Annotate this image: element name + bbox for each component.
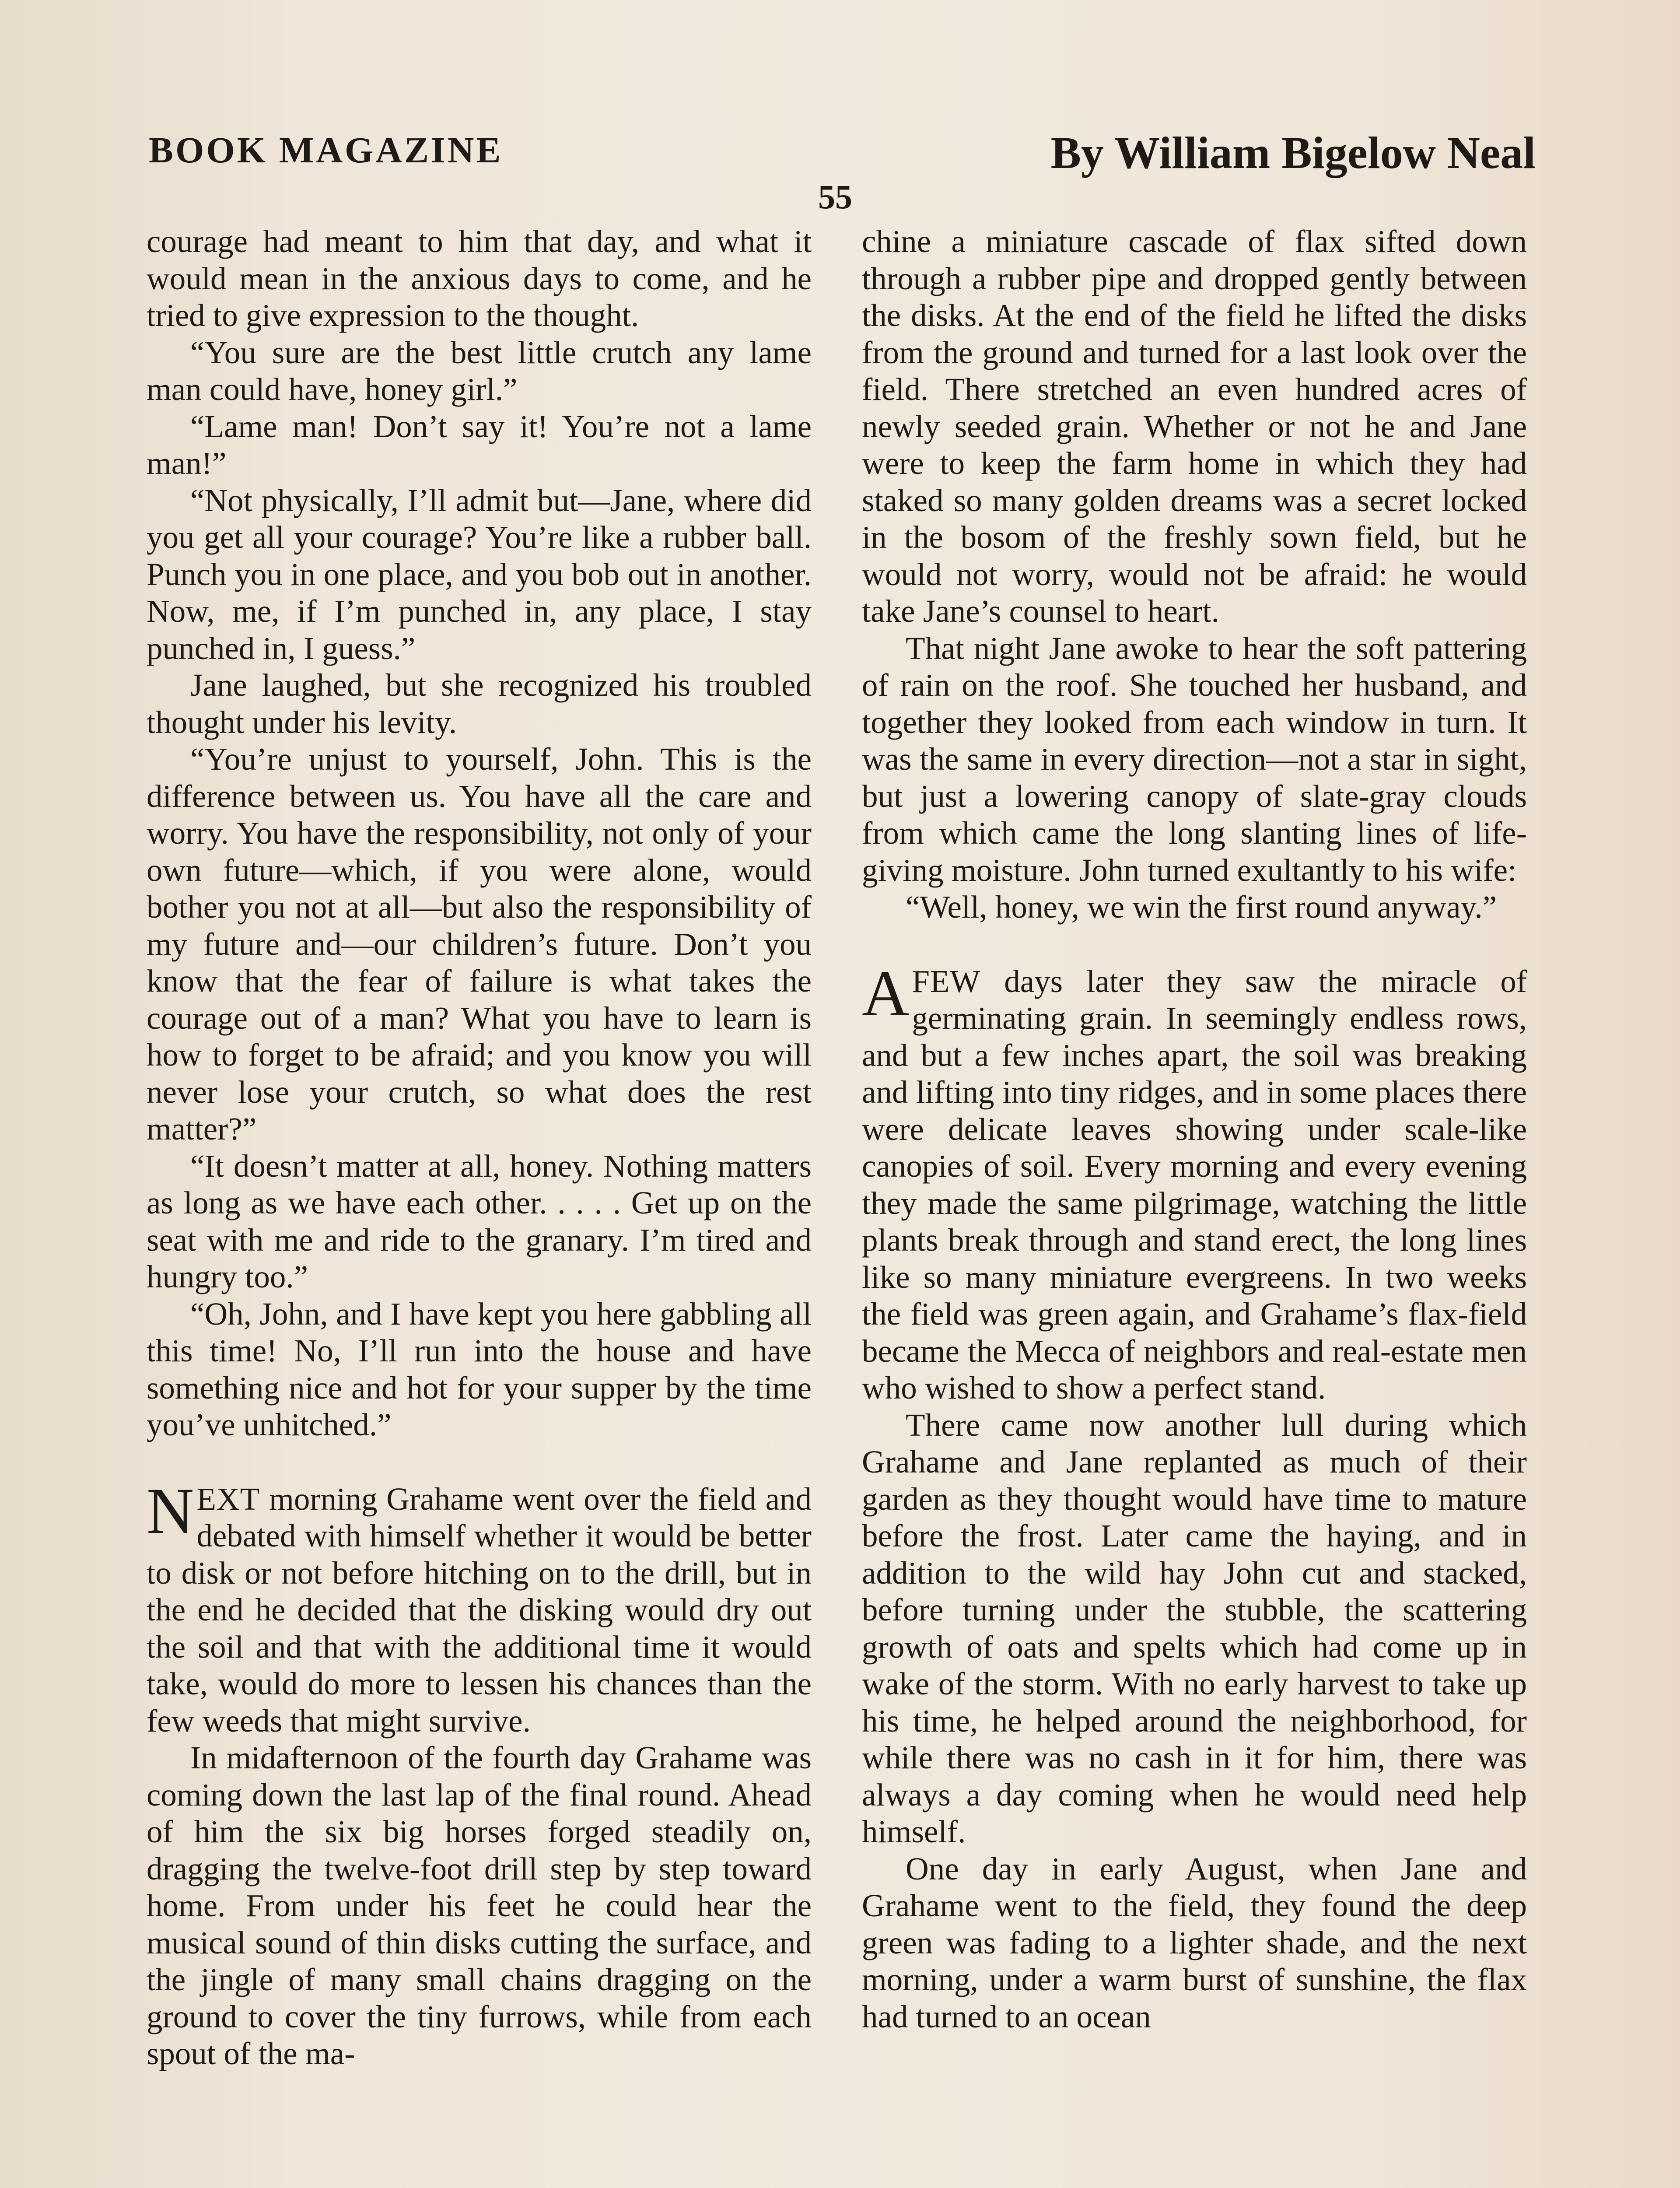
magazine-title: BOOK MAGAZINE (149, 130, 503, 171)
paragraph: There came now another lull during which Grahame and Jane replanted as much of their garden as they thought would have time to mature before the frost. Later came the haying, and in addition to the wild hay John cut and stacked, before turning under the stubble, the scattering growth of oats and spelts which had come up in wake of the storm. With no early harvest to take up his time, he helped around the neighborhood, for while there was no cash in it for him, there was always a day coming when he would need help himself. (862, 1407, 1527, 1849)
paragraph-text: days later they saw the miracle of germinating grain. In seemingly endless rows, and but a few inches apart, the soil was breaking and lifting into tiny ridges, and in some places there were delicate leaves showing under scale-like canopies of soil. Every morning and every evening they made the same pilgrimage, watching the little plants break through and stand erect, the long lines like so many miniature evergreens. In two weeks the field was green again, and Grahame’s flax-field became the Mecca of neighbors and real-estate men who wished to show a perfect stand. (862, 963, 1527, 1406)
section-start-paragraph (147, 1474, 812, 1740)
paragraph: chine a miniature cascade of flax sifted down through a rubber pipe and dropped gently between the disks. At the end of the field he lifted the disks from the ground and turned for a last look over the field. There stretched an even hundred acres of newly seeded grain. Whether or not he and Jane were to keep the farm home in which they had staked so many golden dreams was a secret locked in the bosom of the freshly sown field, but he would not worry, would not be afraid: he would take Jane’s counsel to heart. (862, 224, 1527, 629)
right-column (862, 223, 1527, 2035)
drop-cap: N (147, 1474, 194, 1547)
paragraph: “You sure are the best little crutch any lame man could have, honey girl.” (147, 334, 812, 407)
left-column (147, 223, 812, 2072)
paragraph-text: morning Grahame went over the field and debated with himself whether it would be better to disk or not before hitching on to the drill, but in the end he decided that the disking would dry out the soil and that with the additional time it would take, would do more to lessen his chances than the few weeds that might survive. (147, 1481, 812, 1739)
paragraph: That night Jane awoke to hear the soft pattering of rain on the roof. She touched her husband, and together they looked from each window in turn. It was the same in every direction—not a star in sight, but just a lowering canopy of slate-gray clouds from which came the long slanting lines of life-giving moisture. John turned exultantly to his wife: (862, 630, 1527, 888)
paragraph: “You’re unjust to yourself, John. This is the difference between us. You have all the care and worry. You have the responsibility, not only of your own future—which, if you were alone, would bother you not at all—but also the responsibility of my future and—our children’s future. Don’t you know that the fear of failure is what takes the courage out of a man? What you have to learn is how to forget to be afraid; and you know you will never lose your crutch, so what does the rest matter?” (147, 741, 812, 1147)
paragraph: “It doesn’t matter at all, honey. Nothing matters as long as we have each other. . . . . Get up on the seat with me and ride to the granary. I’m tired and hungry too.” (147, 1148, 812, 1294)
paragraph: “Well, honey, we win the first round anyway.” (906, 889, 1497, 925)
author-byline: By William Bigelow Neal (1050, 128, 1536, 178)
paragraph: “Lame man! Don’t say it! You’re not a lame man!” (147, 408, 812, 481)
paragraph: One day in early August, when Jane and Grahame went to the field, they found the deep green was fading to a lighter shade, and the next morning, under a warm burst of sunshine, the flax had turned to an ocean (862, 1851, 1527, 2034)
lead-in-caps: FEW (912, 963, 981, 999)
paragraph: “Not physically, I’ll admit but—Jane, where did you get all your courage? You’re like a rubber ball. Punch you in one place, and you bob out in another. Now, me, if I’m punched in, any place, I stay punched in, I guess.” (147, 482, 812, 666)
section-start-paragraph (862, 957, 1527, 1407)
paragraph: In midafternoon of the fourth day Grahame was coming down the last lap of the final round. Ahead of him the six big horses forged steadily on, dragging the twelve-foot drill step by step toward home. From under his feet he could hear the musical sound of thin disks cutting the surface, and the jingle of many small chains dragging on the ground to cover the tiny furrows, while from each spout of the ma- (147, 1740, 812, 2071)
lead-in-caps: EXT (196, 1481, 260, 1517)
page-number: 55 (818, 178, 852, 216)
drop-cap: A (862, 957, 910, 1030)
paragraph: “Oh, John, and I have kept you here gabbling all this time! No, I’ll run into the house and have something nice and hot for your supper by the time you’ve unhitched.” (147, 1296, 812, 1442)
paragraph: courage had meant to him that day, and what it would mean in the anxious days to come, and he tried to give expression to the thought. (147, 224, 812, 333)
paragraph: Jane laughed, but she recognized his troubled thought under his levity. (147, 667, 812, 740)
